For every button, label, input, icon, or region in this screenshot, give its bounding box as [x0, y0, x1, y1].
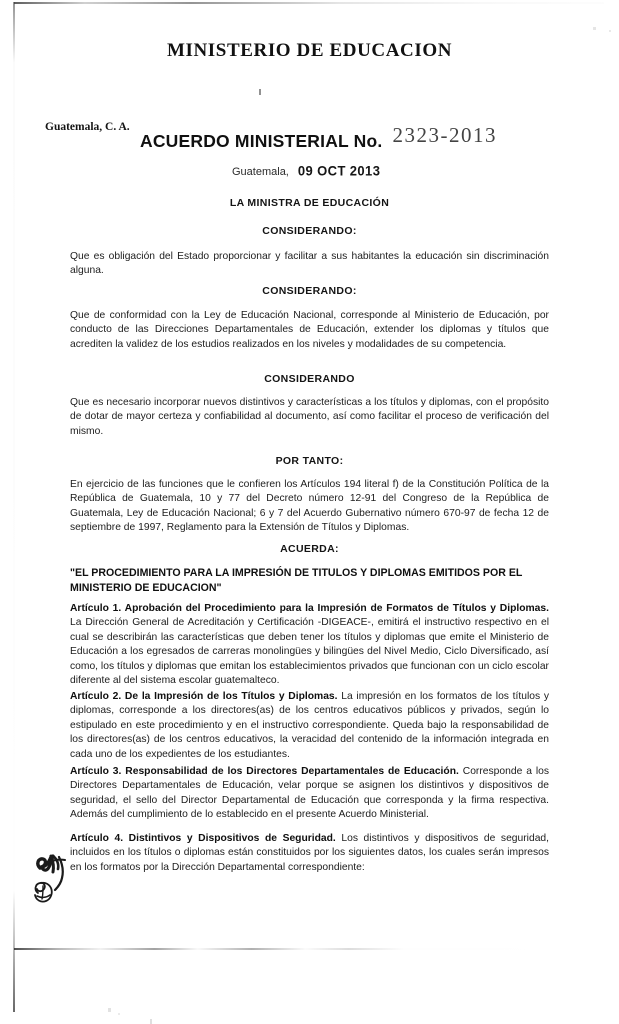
issuer-heading: LA MINISTRA DE EDUCACIÓN	[229, 197, 390, 209]
date-label: Guatemala,	[232, 166, 289, 178]
article-4-heading: Artículo 4. Distintivos y Dispositivos de Seguridad.	[70, 833, 336, 844]
article-3-heading: Artículo 3. Responsabilidad de los Directores Departamentales de Educación.	[70, 766, 459, 777]
article-2-text: La impresión en los formatos de los títulos y diplomas, corresponde a los directores(as) de los centros educativos públicos y privados, según lo estipulado en este procedimiento y en el instructivo correspondiente. Queda bajo la responsabilidad de los directores(as) de los centros educativos, la veracidad del contenido de la información integrada en cada uno de los expedientes de los estudiantes.	[70, 691, 550, 760]
scan-edge-left	[13, 2, 15, 1012]
considerando-1-heading: CONSIDERANDO:	[262, 225, 357, 237]
article-3-text: Corresponde a los Directores Departamentales de Educación, velar porque se asignen los distintivos y dispositivos de seguridad, el sello del Director Departamental de Educación que corresponda y la firma respectiva. Además del cumplimiento de lo establecido en el presente Acuerdo Ministerial.	[70, 766, 549, 821]
article-2-heading: Artículo 2. De la Impresión de los Títulos y Diplomas.	[70, 691, 338, 702]
scan-speck	[593, 27, 596, 30]
acuerdo-heading	[140, 123, 497, 153]
considerando-2-text: Que de conformidad con la Ley de Educación Nacional, corresponde al Ministerio de Educación, por conducto de las Direcciones Departamentales de Educación, extender los diplomas y títulos que acrediten la validez de los estudios realizados en los niveles y modalidades de su competencia.	[70, 310, 549, 350]
scan-speck	[609, 30, 611, 32]
por-tanto-heading: POR TANTO:	[275, 455, 344, 467]
acuerdo-label: ACUERDO MINISTERIAL No.	[140, 131, 383, 151]
acuerda-heading: ACUERDA:	[280, 543, 339, 555]
article-2	[70, 690, 549, 762]
por-tanto-text: En ejercicio de las funciones que le confieren los Artículos 194 literal f) de la Constitución Política de la República de Guatemala, 10 y 77 del Decreto número 12-91 del Congreso de la República de Guatemala, Ley de Educación Nacional; 6 y 7 del Acuerdo Gubernativo número 670-97 de fecha 12 de septiembre de 1997, Reglamento para la Extensión de Títulos y Diplomas.	[70, 479, 549, 534]
considerando-3-text: Que es necesario incorporar nuevos distintivos y características a los títulos y diplomas, con el propósito de dotar de mayor certeza y confiabilidad al documento, así como facilitar el proceso de verificación del mismo.	[70, 397, 549, 437]
page-title: MINISTERIO DE EDUCACION	[166, 40, 453, 61]
date-line	[232, 163, 380, 178]
scan-speck	[108, 1008, 111, 1012]
scan-speck	[150, 1019, 152, 1024]
acuerdo-number: 2323-2013	[392, 123, 497, 147]
scan-edge-bottom	[14, 948, 554, 950]
considerando-2-heading: CONSIDERANDO:	[262, 285, 357, 297]
considerando-3-heading: CONSIDERANDO	[264, 373, 355, 385]
article-4	[70, 832, 549, 875]
considerando-1-text: Que es obligación del Estado proporcionar y facilitar a sus habitantes la educación sin discriminación alguna.	[70, 251, 549, 277]
article-1-heading: Artículo 1. Aprobación del Procedimiento para la Impresión de Formatos de Títulos y Diplomas.	[70, 603, 549, 614]
article-1	[70, 602, 549, 688]
article-4-text: Los distintivos y dispositivos de seguridad, incluidos en los títulos o diplomas están constituidos por los siguientes datos, los cuales serán impresos en los formatos por la Dirección Departamental correspondiente:	[70, 833, 550, 873]
scan-speck	[118, 1013, 120, 1015]
date-stamp: 09 OCT 2013	[297, 162, 381, 179]
article-1-text: La Dirección General de Acreditación y Certificación -DIGEACE-, emitirá el instructivo respectivo en el cual se describirán las características que deben tener los títulos y diplomas que emite el Ministerio de Educación a los egresados de carreras monolingües y bilingües del Nivel Medio, Ciclo Diversificado, así como, los títulos y diplomas que emitan los establecimientos privados que funcionan con un ciclo escolar diferente al del sistema escolar guatemalteco.	[70, 617, 549, 687]
scan-speck	[259, 89, 261, 95]
place-label: Guatemala, C. A.	[45, 121, 130, 133]
article-3	[70, 765, 549, 823]
acuerda-subject: "EL PROCEDIMIENTO PARA LA IMPRESIÓN DE TITULOS Y DIPLOMAS EMITIDOS POR EL MINISTERIO DE EDUCACION"	[70, 567, 523, 594]
scan-edge-top	[14, 2, 604, 4]
